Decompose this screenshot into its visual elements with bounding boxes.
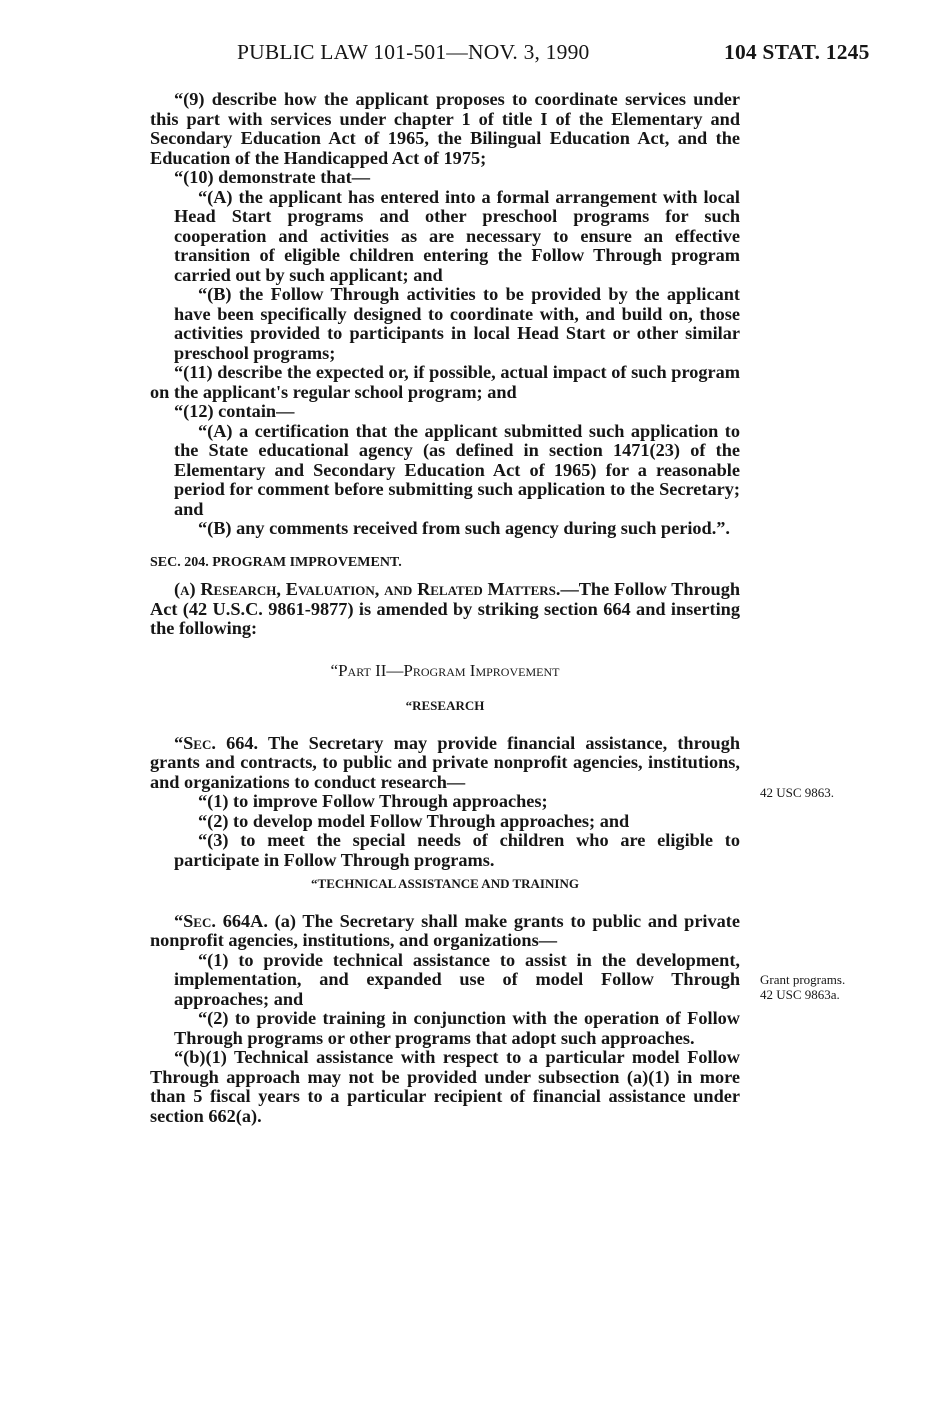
- section-204-heading: SEC. 204. PROGRAM IMPROVEMENT.: [150, 554, 402, 570]
- margin-note-grant-programs: [760, 972, 845, 1002]
- margin-note-42-usc-9863: 42 USC 9863.: [760, 785, 835, 800]
- research-item-3: “(3) to meet the special needs of children who are eligible to participate in Follow Through programs.: [174, 830, 740, 870]
- document-body: [150, 90, 740, 1126]
- section-664a-label: “Sec.: [174, 910, 216, 931]
- paragraph-10-a: “(A) the applicant has entered into a formal arrangement with local Head Start programs and other preschool programs for such cooperation and activities as are necessary to ensure an effective transition of eligible children entering the Follow Through program carried out by such applicant; and: [174, 186, 740, 285]
- section-664-text: 664. The Secretary may provide financial assistance, through grants and contracts, to public and private nonprofit agencies, institutions, and organizations to conduct research—: [150, 732, 740, 792]
- paragraph-9: “(9) describe how the applicant proposes to coordinate services under this part with services under chapter 1 of title I of the Elementary and Secondary Education Act of 1965, the Bilingual Education Act, and the Education of the Handicapped Act of 1975;: [150, 89, 740, 168]
- paragraph-12: “(12) contain—: [174, 401, 295, 421]
- research-heading: “RESEARCH: [405, 698, 485, 713]
- paragraph-11: “(11) describe the expected or, if possible, actual impact of such program on the applicant's regular school program; and: [150, 362, 740, 402]
- margin-note-grant-programs-line2: 42 USC 9863a.: [760, 987, 840, 1002]
- running-header-title: PUBLIC LAW 101-501—NOV. 3, 1990: [237, 40, 590, 64]
- paragraph-12-a: “(A) a certification that the applicant submitted such application to the State educational agency (as defined in section 1471(23) of the Elementary and Secondary Education Act of 1965) for a reasonable period for comment before submitting such application to the Secretary; and: [174, 420, 740, 519]
- technical-assistance-heading: “TECHNICAL ASSISTANCE AND TRAINING: [311, 876, 579, 891]
- paragraph-10-b: “(B) the Follow Through activities to be provided by the applicant have been specifically designed to coordinate with, and build on, those activities provided to participants in local Head Start or other similar preschool programs;: [174, 284, 740, 363]
- research-item-1: “(1) to improve Follow Through approaches;: [198, 791, 548, 811]
- statute-page-number: 104 STAT. 1245: [724, 40, 870, 64]
- paragraph-12-b: “(B) any comments received from such agency during such period.”.: [198, 518, 730, 538]
- section-664a-text: 664A. (a) The Secretary shall make grants to public and private nonprofit agencies, institutions, and organizations—: [150, 910, 740, 950]
- subsection-a-text: —The Follow Through Act (42 U.S.C. 9861-9877) is amended by striking section 664 and inserting the following:: [150, 579, 741, 638]
- paragraph-10: “(10) demonstrate that—: [174, 167, 370, 187]
- section-664-label: “Sec.: [174, 732, 216, 753]
- margin-note-grant-programs-line1: Grant programs.: [760, 972, 846, 987]
- subsection-b-1: “(b)(1) Technical assistance with respect to a particular model Follow Through approach may not be provided under subsection (a)(1) in more than 5 fiscal years to a particular recipient of financial assistance under section 662(a).: [150, 1047, 740, 1126]
- subsection-a-heading: (a) Research, Evaluation, and Related Matters.: [174, 579, 561, 599]
- research-item-2: “(2) to develop model Follow Through approaches; and: [198, 810, 630, 831]
- part-ii-heading: “Part II—Program Improvement: [330, 660, 560, 680]
- section-664: [150, 734, 740, 793]
- training-item-1: “(1) to provide technical assistance to assist in the development, implementation, and expanded use of model Follow Through approaches; and: [174, 949, 740, 1009]
- subsection-a: [150, 580, 740, 639]
- training-item-2: “(2) to provide training in conjunction with the operation of Follow Through programs or other programs that adopt such approaches.: [174, 1008, 740, 1048]
- section-664a: [150, 912, 740, 951]
